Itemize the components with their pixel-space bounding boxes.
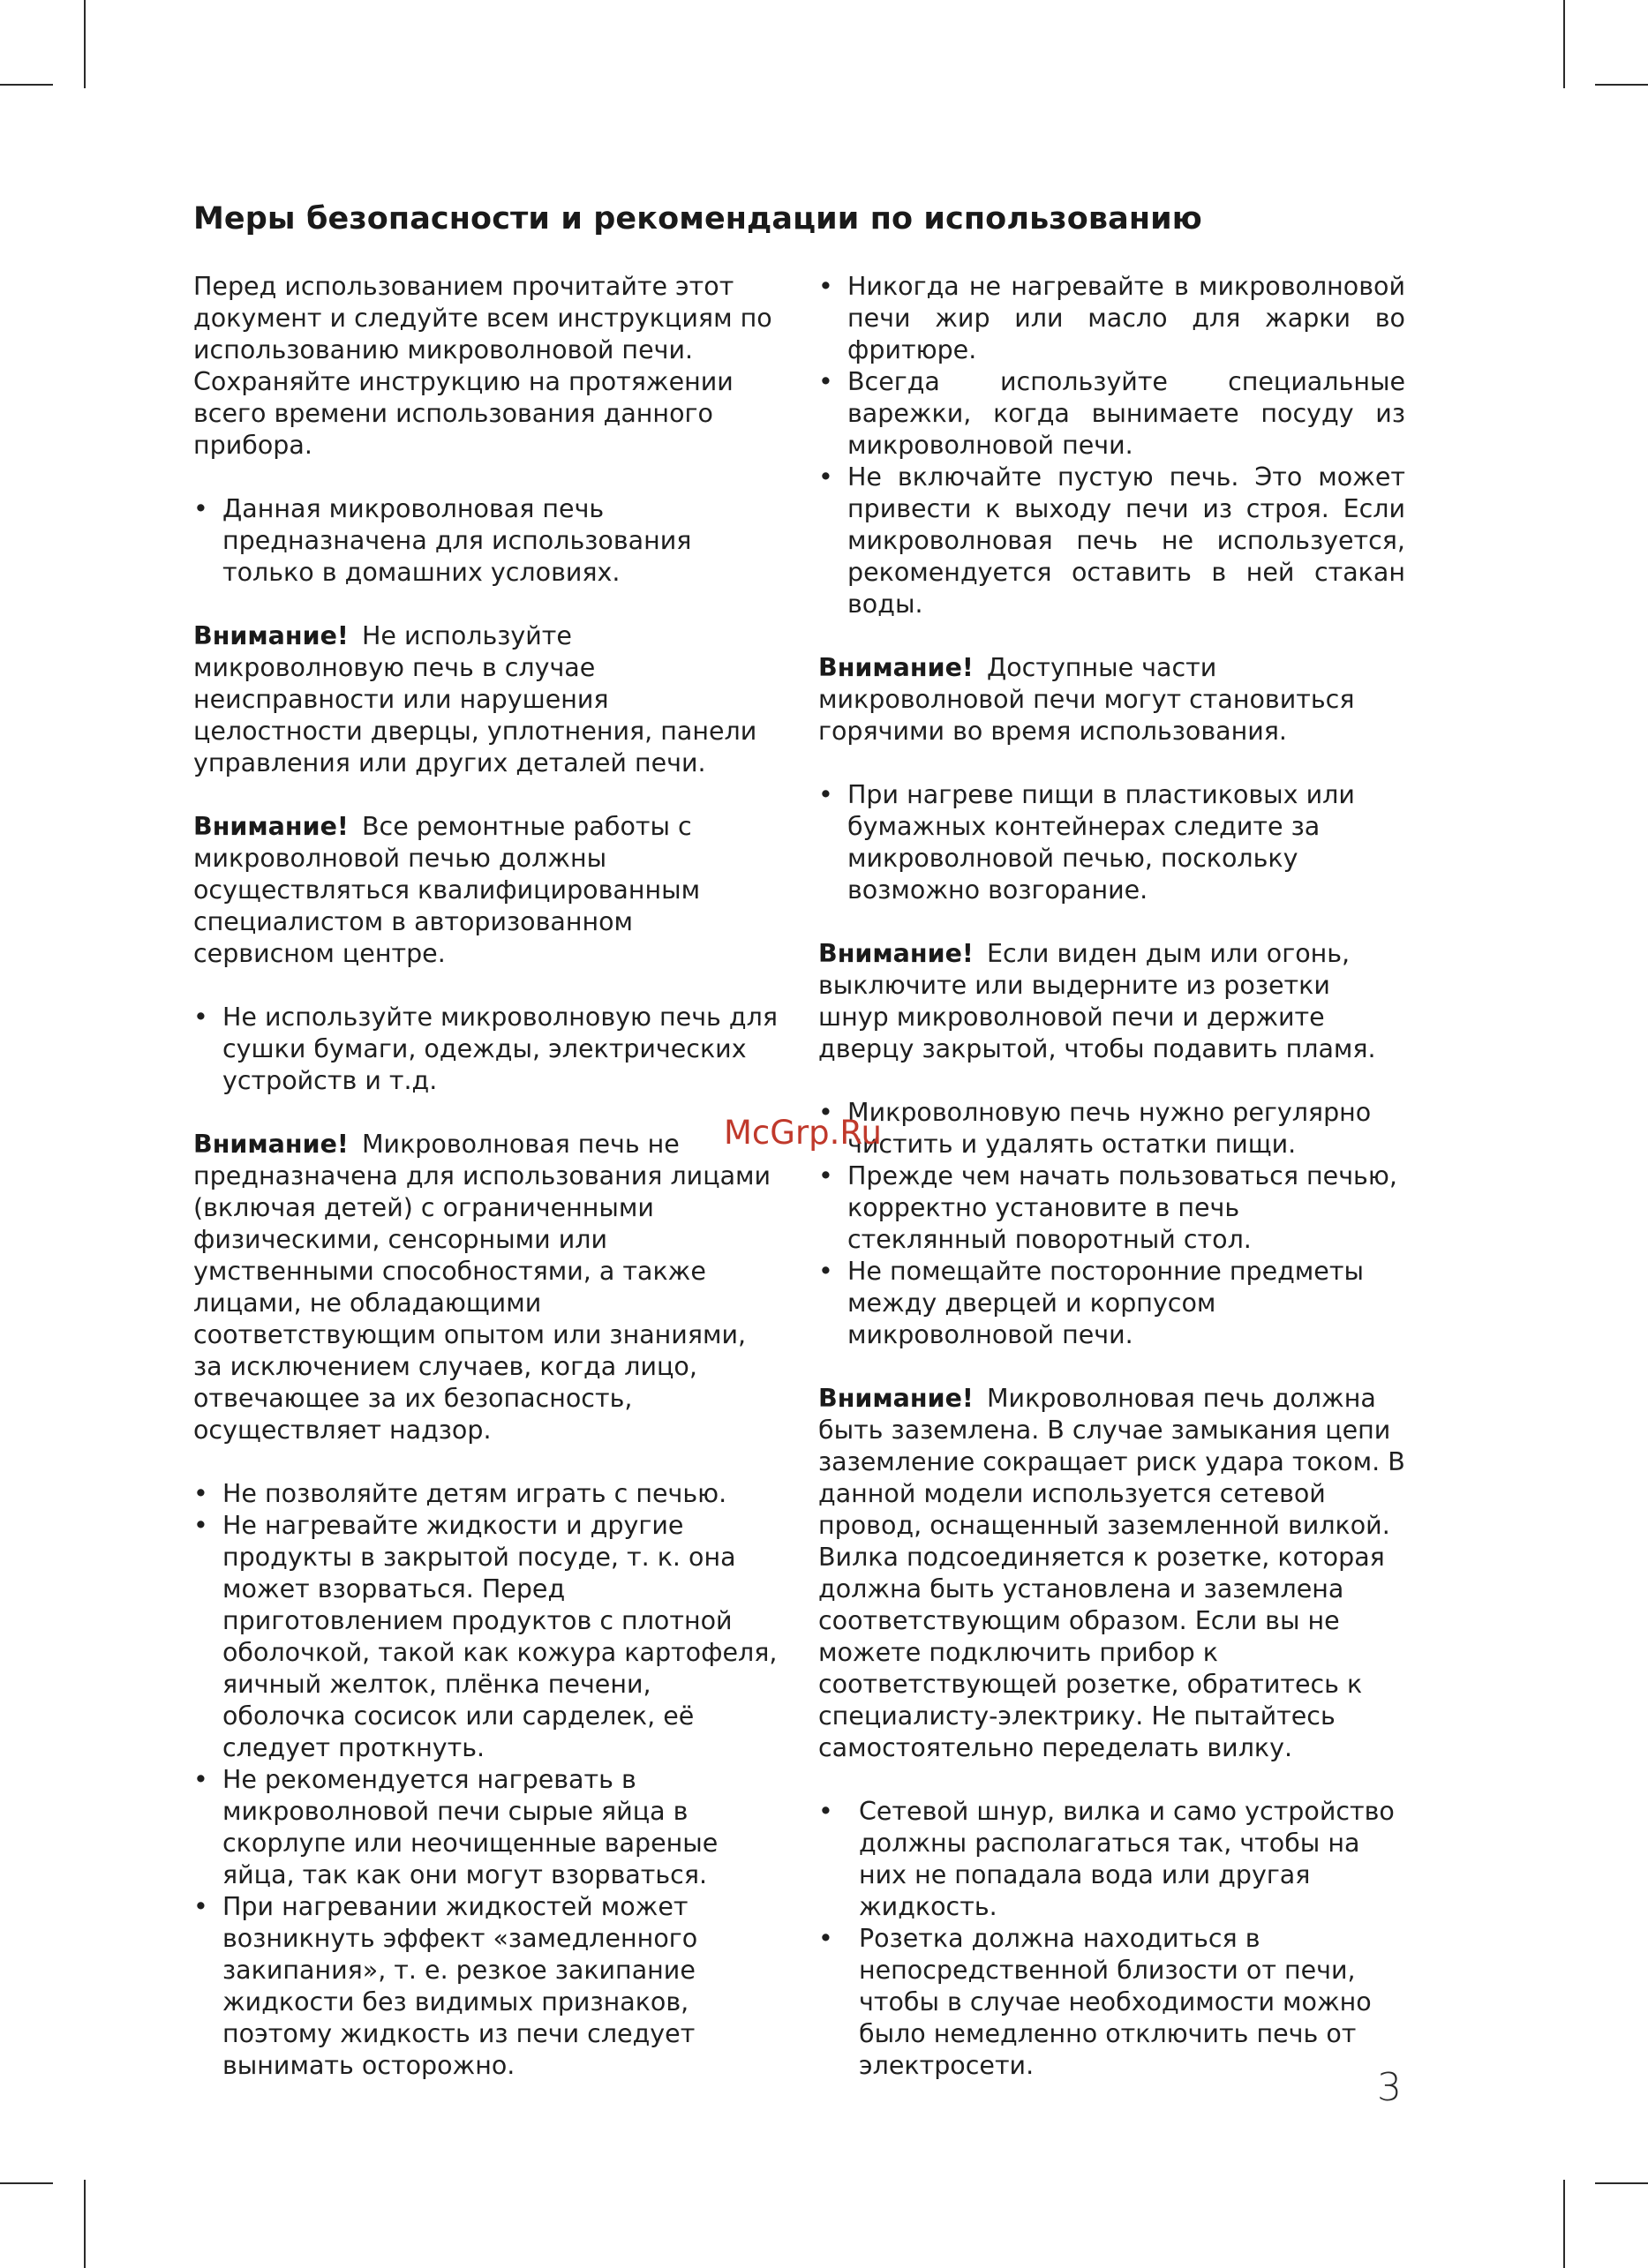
warning-text: Не используйте микроволновую печь в случае неисправности или нарушения целостности дверцы, уплотнения, панели управления или других деталей печи. [193, 621, 757, 777]
warning-label: Внимание! [193, 812, 349, 841]
page-title: Меры безопасности и рекомендации по использованию [193, 201, 1202, 237]
left-bullet-list-1 [193, 493, 778, 589]
right-bullet-list-4 [818, 1796, 1405, 2082]
warning-label: Внимание! [818, 653, 974, 682]
list-item: • Не помещайте посторонние предметы между дверцей и корпусом микроволновой печи. [818, 1256, 1405, 1351]
list-item: • Прежде чем начать пользоваться печью, корректно установите в печь стеклянный поворотный стол. [818, 1160, 1405, 1256]
warning-text: Микроволновая печь должна быть заземлена. В случае замыкания цепи заземление сокращает риск удара током. В данной модели используется сетевой провод, оснащенный заземленной вилкой. Вилка подсоединяется к розетке, которая должна быть установлена и заземлена соответствующим образом. Если вы не можете подключить прибор к соответствующей розетке, обратитесь к специалисту-электрику. Не пытайтесь самостоятельно переделать вилку. [818, 1384, 1405, 1762]
warning-paragraph [193, 811, 778, 970]
left-column [193, 271, 778, 2114]
list-item: • Никогда не нагревайте в микроволновой печи жир или масло для жарки во фритюре. [818, 271, 1405, 366]
crop-mark-bottom-left-h [0, 2182, 53, 2184]
crop-mark-top-left-h [0, 84, 53, 86]
intro-paragraph: Перед использованием прочитайте этот документ и следуйте всем инструкциям по использованию микроволновой печи. Сохраняйте инструкцию на протяжении всего времени использования данного прибора. [193, 272, 772, 460]
warning-label: Внимание! [193, 1130, 349, 1159]
list-item: • Не нагревайте жидкости и другие продукты в закрытой посуде, т. к. она может взорваться. Перед приготовлением продуктов с плотной оболочкой, такой как кожура картофеля, яичный желток, плёнка печени, оболочка сосисок или сарделек, её следует проткнуть. [193, 1510, 778, 1764]
warning-label: Внимание! [818, 1384, 974, 1413]
warning-paragraph [818, 1383, 1405, 1764]
warning-paragraph [193, 1129, 778, 1446]
list-item: • Не рекомендуется нагревать в микроволновой печи сырые яйца в скорлупе или неочищенные вареные яйца, так как они могут взорваться. [193, 1764, 778, 1891]
list-item: • Микроволновую печь нужно регулярно чистить и удалять остатки пищи. [818, 1097, 1405, 1160]
list-item: • Розетка должна находиться в непосредственной близости от печи, чтобы в случае необходимости можно было немедленно отключить печь от электросети. [818, 1923, 1405, 2082]
warning-paragraph [818, 652, 1405, 747]
crop-mark-top-left [84, 0, 86, 88]
crop-mark-top-right-h [1595, 84, 1648, 86]
watermark: McGrp.Ru [724, 1114, 882, 1152]
list-item: • Не включайте пустую печь. Это может привести к выходу печи из строя. Если микроволновая печь не используется, рекомендуется оставить в ней стакан воды. [818, 462, 1405, 620]
warning-text: Если виден дым или огонь, выключите или выдерните из розетки шнур микроволновой печи и держите дверцу закрытой, чтобы подавить пламя. [818, 939, 1376, 1063]
right-bullet-list-1 [818, 271, 1405, 620]
warning-label: Внимание! [818, 939, 974, 968]
warning-paragraph [193, 620, 778, 779]
crop-mark-bottom-left [84, 2180, 86, 2268]
list-item: • При нагреве пищи в пластиковых или бумажных контейнерах следите за микроволновой печью, поскольку возможно возгорание. [818, 779, 1405, 906]
list-item: • Не позволяйте детям играть с печью. [193, 1478, 778, 1510]
list-item: • При нагревании жидкостей может возникнуть эффект «замедленного закипания», т. е. резкое закипание жидкости без видимых признаков, поэтому жидкость из печи следует вынимать осторожно. [193, 1891, 778, 2082]
warning-label: Внимание! [193, 621, 349, 650]
list-item: • Данная микроволновая печь предназначена для использования только в домашних условиях. [193, 493, 778, 589]
warning-text: Микроволновая печь не предназначена для использования лицами (включая детей) с ограниченными физическими, сенсорными или умственными способностями, а также лицами, не обладающими соответствующим опытом или знаниями, за исключением случаев, когда лицо, отвечающее за их безопасность, осуществляет надзор. [193, 1130, 771, 1445]
right-column [818, 271, 1405, 2114]
list-item: • Сетевой шнур, вилка и само устройство должны располагаться так, чтобы на них не попадала вода или другая жидкость. [818, 1796, 1405, 1923]
warning-paragraph [818, 938, 1405, 1065]
crop-mark-bottom-right [1563, 2180, 1565, 2268]
right-bullet-list-3 [818, 1097, 1405, 1351]
crop-mark-bottom-right-h [1595, 2182, 1648, 2184]
left-bullet-list-2 [193, 1002, 778, 1097]
crop-mark-top-right [1563, 0, 1565, 88]
warning-text: Доступные части микроволновой печи могут становиться горячими во время использования. [818, 653, 1355, 746]
list-item: • Не используйте микроволновую печь для сушки бумаги, одежды, электрических устройств и т.д. [193, 1002, 778, 1097]
left-bullet-list-3 [193, 1478, 778, 2082]
list-item: • Всегда используйте специальные варежки, когда вынимаете посуду из микроволновой печи. [818, 366, 1405, 462]
right-bullet-list-2 [818, 779, 1405, 906]
warning-text: Все ремонтные работы с микроволновой печью должны осуществляться квалифицированным специалистом в авторизованном сервисном центре. [193, 812, 701, 968]
page-number: 3 [1377, 2065, 1402, 2110]
